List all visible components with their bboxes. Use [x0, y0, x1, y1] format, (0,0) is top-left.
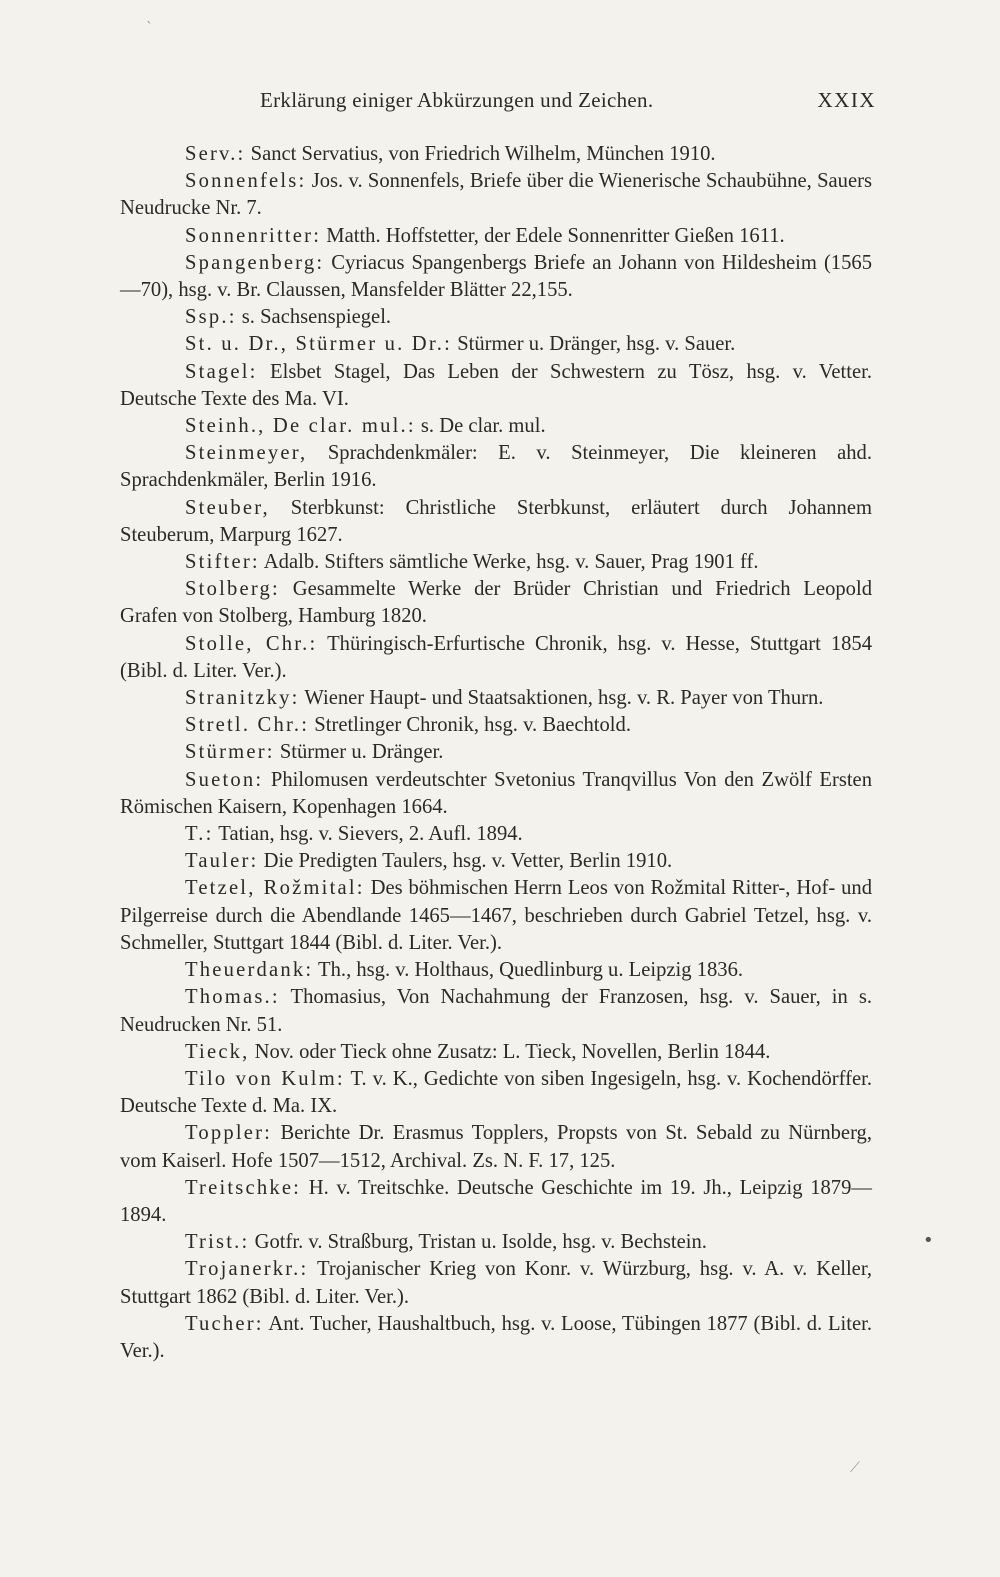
entry-key: Trist.:: [185, 1231, 250, 1254]
abbreviation-entry: [120, 331, 872, 358]
abbreviation-entry: [120, 739, 872, 766]
entry-key: Sonnenritter:: [185, 224, 322, 247]
entry-text: Adalb. Stifters sämtliche Werke, hsg. v. Sauer, Prag 1901 ff.: [259, 551, 759, 574]
abbreviation-entry: [120, 168, 872, 222]
abbreviation-entry: [120, 1311, 872, 1365]
abbreviation-entry: [120, 223, 872, 250]
entry-text: Matth. Hoffstetter, der Edele Sonnenritter Gießen 1611.: [321, 224, 785, 247]
entry-key: Tauler:: [185, 850, 259, 873]
entry-text: Tatian, hsg. v. Sievers, 2. Aufl. 1894.: [213, 823, 523, 846]
page-number: XXIX: [817, 88, 876, 112]
abbreviation-entry: [120, 631, 872, 685]
entry-text: Th., hsg. v. Holthaus, Quedlinburg u. Leipzig 1836.: [313, 959, 744, 982]
abbreviation-entry: [120, 1120, 872, 1174]
entry-key: Sueton:: [185, 768, 264, 791]
entry-text: Ant. Tucher, Haushaltbuch, hsg. v. Loose, Tübingen 1877 (Bibl. d. Liter. Ver.).: [120, 1312, 872, 1362]
abbreviation-entry: [120, 141, 872, 168]
abbreviation-entry: [120, 440, 872, 494]
entry-key: Stolle, Chr.:: [185, 632, 318, 655]
abbreviation-entry: [120, 875, 872, 957]
abbreviation-entry: [120, 685, 872, 712]
scan-speck: •: [923, 1230, 934, 1251]
entry-key: Sonnenfels:: [185, 170, 307, 193]
abbreviation-entry: [120, 1066, 872, 1120]
abbreviation-entry: [120, 359, 872, 413]
abbreviation-entry: [120, 304, 872, 331]
entry-text: Gotfr. v. Straßburg, Tristan u. Isolde, hsg. v. Bechstein.: [249, 1231, 707, 1254]
entry-key: Thomas.:: [185, 986, 280, 1009]
scan-speck: ⟋: [850, 1460, 860, 1476]
abbreviation-entry: [120, 250, 872, 304]
entry-text: s. Sachsenspiegel.: [236, 306, 392, 329]
entry-key: Ssp.:: [185, 306, 237, 329]
entry-key: Stretl. Chr.:: [185, 714, 310, 737]
entry-key: Steinh., De clar. mul.:: [185, 415, 416, 438]
abbreviation-entry: [120, 957, 872, 984]
abbreviation-entry: [120, 1175, 872, 1229]
entry-key: Stolberg:: [185, 578, 280, 601]
entry-key: Tilo von Kulm:: [185, 1067, 345, 1090]
abbreviation-entry: [120, 767, 872, 821]
abbreviation-entry: [120, 984, 872, 1038]
abbreviation-entry: [120, 712, 872, 739]
entry-key: Theuerdank:: [185, 959, 314, 982]
entry-key: St. u. Dr., Stürmer u. Dr.:: [185, 333, 453, 356]
entry-text: Stretlinger Chronik, hsg. v. Baechtold.: [309, 714, 631, 737]
entry-text: Nov. oder Tieck ohne Zusatz: L. Tieck, Novellen, Berlin 1844.: [249, 1040, 771, 1063]
entry-key: T.:: [185, 823, 214, 846]
entry-key: Tucher:: [185, 1312, 264, 1335]
entry-key: Tetzel, Rožmital:: [185, 877, 365, 900]
entry-key: Treitschke:: [185, 1176, 302, 1199]
running-head: [120, 88, 876, 122]
entry-key: Stagel:: [185, 360, 258, 383]
entry-key: Stranitzky:: [185, 687, 300, 710]
entry-key: Toppler:: [185, 1122, 273, 1145]
entry-key: Steuber,: [185, 496, 270, 519]
abbreviation-entry: [120, 576, 872, 630]
entry-text: Berichte Dr. Erasmus Topplers, Propsts von St. Sebald zu Nürnberg, vom Kaiserl. Hofe 1507—1512, Archival. Zs. N. F. 17, 125.: [120, 1122, 872, 1172]
entry-text: Stürmer u. Dränger.: [274, 741, 444, 764]
entry-text: Gesammelte Werke der Brüder Christian und Friedrich Leopold Grafen von Stolberg, Hamburg 1820.: [120, 578, 872, 628]
entry-text: H. v. Treitschke. Deutsche Geschichte im 19. Jh., Leipzig 1879—1894.: [120, 1176, 872, 1226]
abbreviation-entry: [120, 1039, 872, 1066]
entry-text: Sprachdenkmäler: E. v. Steinmeyer, Die kleineren ahd. Sprachdenkmäler, Berlin 1916.: [120, 442, 872, 492]
entry-text: s. De clar. mul.: [415, 415, 546, 438]
abbreviation-entry: [120, 821, 872, 848]
entry-text: Elsbet Stagel, Das Leben der Schwestern zu Tösz, hsg. v. Vetter. Deutsche Texte des Ma. VI.: [120, 360, 872, 410]
entry-text: Wiener Haupt- und Staatsaktionen, hsg. v. R. Payer von Thurn.: [299, 687, 824, 710]
entry-text: Thomasius, Von Nachahmung der Franzosen, hsg. v. Sauer, in s. Neudrucken Nr. 51.: [120, 986, 872, 1036]
entry-key: Steinmeyer,: [185, 442, 308, 465]
abbreviation-entry: [120, 1256, 872, 1310]
abbreviation-entry: [120, 413, 872, 440]
entry-text: T. v. K., Gedichte von siben Ingesigeln, hsg. v. Kochendörffer. Deutsche Texte d. Ma. IX.: [120, 1067, 872, 1118]
entry-text: Sterbkunst: Christliche Sterbkunst, erläutert durch Johannem Steuberum, Marpurg 1627.: [120, 496, 872, 546]
running-head-title: Erklärung einiger Abkürzungen und Zeichen.: [260, 88, 654, 112]
entry-text: Stürmer u. Dränger, hsg. v. Sauer.: [452, 333, 736, 356]
abbreviation-entry: [120, 1229, 872, 1256]
entry-text: Die Predigten Taulers, hsg. v. Vetter, Berlin 1910.: [258, 850, 673, 873]
entry-key: Trojanerkr.:: [185, 1258, 309, 1281]
scan-speck: ˎ: [146, 8, 153, 24]
abbreviation-list: [120, 141, 872, 1365]
entry-text: Philomusen verdeutschter Svetonius Tranqvillus Von den Zwölf Ersten Römischen Kaisern, Kopenhagen 1664.: [120, 768, 872, 818]
entry-text: Des böhmischen Herrn Leos von Rožmital Ritter-, Hof- und Pilgerreise durch die Abendlande 1465—1467, beschrieben durch Gabriel Tetzel, hsg. v. Schmeller, Stuttgart 1844 (Bibl. d. Liter. Ver.).: [120, 877, 872, 954]
entry-text: Thüringisch-Erfurtische Chronik, hsg. v. Hesse, Stuttgart 1854 (Bibl. d. Liter. Ver.).: [120, 632, 873, 682]
entry-text: Sanct Servatius, von Friedrich Wilhelm, München 1910.: [245, 143, 716, 165]
entry-text: Trojanischer Krieg von Konr. v. Würzburg, hsg. v. A. v. Keller, Stuttgart 1862 (Bibl. d. Liter. Ver.).: [120, 1258, 872, 1308]
entry-key: Stifter:: [185, 551, 260, 574]
abbreviation-entry: [120, 848, 872, 875]
entry-key: Serv.:: [185, 143, 246, 165]
entry-key: Stürmer:: [185, 741, 275, 764]
abbreviation-entry: [120, 549, 872, 576]
entry-text: Cyriacus Spangenbergs Briefe an Johann von Hildesheim (1565—70), hsg. v. Br. Claussen, Mansfelder Blätter 22,155.: [120, 251, 872, 302]
entry-key: Tieck,: [185, 1040, 250, 1063]
entry-key: Spangenberg:: [185, 251, 325, 274]
abbreviation-entry: [120, 495, 872, 549]
entry-text: Jos. v. Sonnenfels, Briefe über die Wienerische Schaubühne, Sauers Neudrucke Nr. 7.: [120, 170, 872, 220]
